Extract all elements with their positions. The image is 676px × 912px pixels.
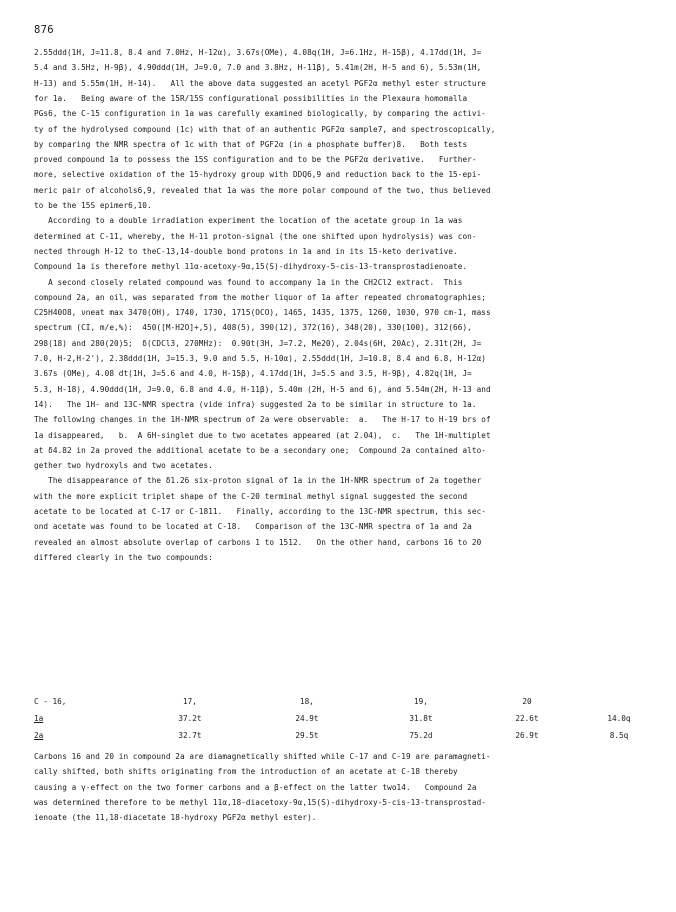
text-line: to be the 15S epimer6,10.	[34, 201, 152, 210]
text-line: Compound 1a is therefore methyl 11α-acetoxy-9α,15(S)-dihydroxy-5-cis-13-transprostadienoate.	[34, 262, 468, 272]
text-line: Carbons 16 and 20 in compound 2a are diamagnetically shifted while C-17 and C-19 are paramagneti-	[34, 752, 491, 761]
text-line: A second closely related compound was found to accompany 1a in the CH2Cl2 extract. This	[34, 277, 463, 287]
table-header-cell: 17,	[183, 697, 197, 706]
text-line: nected through H-12 to theC-13,14-double bond protons in 1a and in its 15-keto derivative.	[34, 246, 458, 256]
table-header-cell: 20	[522, 697, 532, 706]
text-line: by comparing the NMR spectra of 1c with that of PGF2α (in a phosphate buffer)8. Both tests	[34, 139, 468, 149]
text-line: 5.3, H-18), 4.90ddd(1H, J=9.0, 6.8 and 4.0, H-11β), 5.40m (2H, H-5 and 6), and 5.54m(2H, H-13 and	[34, 384, 491, 394]
page-number: 876	[34, 24, 54, 36]
table-cell: 26.9t	[515, 731, 539, 740]
compound-label: 1a	[34, 714, 44, 723]
carbon-shift-table	[34, 693, 662, 744]
table-header-row	[34, 693, 662, 710]
table-header-cell: 18,	[300, 697, 314, 706]
text-line: 14). The 1H- and 13C-NMR spectra (vide infra) suggested 2a to be similar in structure to 1a.	[34, 399, 477, 409]
text-line: compound 2a, an oil, was separated from the mother liquor of 1a after repeated chromatographies;	[34, 292, 486, 302]
table-cell: 8.5q	[609, 731, 629, 740]
text-line: determined at C-11, whereby, the H-11 proton-signal (the one shifted upon hydrolysis) was con-	[34, 231, 477, 241]
text-line: revealed an almost absolute overlap of carbons 1 to 1512. On the other hand, carbons 16 to 20	[34, 537, 482, 547]
text-line: PGs6, the C-15 configuration in 1a was carefully examined biologically, by comparing the activi-	[34, 109, 486, 119]
text-line: 298(18) and 280(20)5; δ(CDCl3, 270MHz): 0.90t(3H, J=7.2, Me20), 2.04s(6H, 20Ac), 2.31t(2H, J=	[34, 338, 482, 348]
table-cell: 14.0q	[607, 714, 631, 723]
table-cell: 31.8t	[409, 714, 433, 723]
compound-label: 2a	[34, 731, 44, 740]
text-line: with the more explicit triplet shape of the C-20 terminal methyl signal suggested the second	[34, 491, 468, 501]
text-line: 1a disappeared, b. A 6H-singlet due to two acetates appeared (at 2.04), c. The 1H-multiplet	[34, 430, 491, 440]
text-line: 5.4 and 3.5Hz, H-9β), 4.90ddd(1H, J=9.0, 7.0 and 3.8Hz, H-11β), 5.41m(2H, H-5 and 6), 5.53m(1H,	[34, 63, 482, 73]
table-cell: 22.6t	[515, 714, 539, 723]
table-cell: 75.2d	[409, 731, 433, 740]
text-line: H-13) and 5.55m(1H, H-14). All the above data suggested an acetyl PGF2α methyl ester structure	[34, 78, 486, 88]
table-cell: 24.9t	[295, 714, 319, 723]
text-line: causing a γ-effect on the two former carbons and a β-effect on the latter two14. Compound 2a	[34, 782, 477, 792]
text-line: The following changes in the 1H-NMR spectrum of 2a were observable: a. The H-17 to H-19 brs of	[34, 415, 491, 425]
text-line: spectrum (CI, m/e,%): 450([M-H2O]+,5), 408(5), 390(12), 372(16), 348(20), 330(100), 312(66),	[34, 323, 472, 333]
table-header-cell: C - 16,	[34, 697, 67, 706]
text-line: more, selective oxidation of the 15-hydroxy group with DDQ6,9 and reduction back to the 15-epi-	[34, 170, 482, 180]
text-line: C25H40O8, νneat max 3470(OH), 1740, 1730, 1715(OCO), 1465, 1435, 1375, 1260, 1030, 970 cm-1, mass	[34, 308, 491, 318]
text-line: differed clearly in the two compounds:	[34, 552, 213, 562]
text-line: acetate to be located at C-17 or C-1811. Finally, according to the 13C-NMR spectrum, this sec-	[34, 507, 486, 516]
table-cell: 32.7t	[178, 731, 202, 740]
text-line: According to a double irradiation experiment the location of the acetate group in 1a was	[34, 216, 463, 226]
table-cell: 29.5t	[295, 731, 319, 740]
text-line: was determined therefore to be methyl 11α,18-diacetoxy-9α,15(S)-dihydroxy-5-cis-13-transprostad-	[34, 797, 486, 807]
text-line: at δ4.82 in 2a proved the additional acetate to be a secondary one; Compound 2a contained alto-	[34, 445, 486, 455]
text-line: gether two hydroxyls and two acetates.	[34, 461, 213, 471]
text-line: ienoate (the 11,18-diacetate 18-hydroxy PGF2α methyl ester).	[34, 813, 317, 823]
table-row	[34, 710, 662, 727]
table-header-cell: 19,	[414, 697, 428, 706]
text-line: cally shifted, both shifts originating from the introduction of an acetate at C-18 thereby	[34, 767, 458, 777]
text-line: 3.67s (OMe), 4.08 dt(1H, J=5.6 and 4.0, H-15β), 4.17dd(1H, J=5.5 and 3.5, H-9β), 4.82q(1H, J=	[34, 369, 472, 379]
text-line: meric pair of alcohols6,9, revealed that 1a was the more polar compound of the two, thus believed	[34, 185, 491, 195]
text-line: ty of the hydrolysed compound (1c) with that of an authentic PGF2α sample7, and spectroscopically,	[34, 124, 496, 134]
text-line: proved compound 1a to possess the 15S configuration and to be the PGF2α derivative. Further-	[34, 155, 477, 165]
text-line: The disappearance of the δ1.26 six-proton signal of 1a in the 1H-NMR spectrum of 2a together	[34, 476, 482, 486]
text-line: ond acetate was found to be located at C-18. Comparison of the 13C-NMR spectra of 1a and 2a	[34, 522, 472, 532]
table-row	[34, 727, 662, 744]
table-cell: 37.2t	[178, 714, 202, 723]
text-line: 2.55ddd(1H, J=11.8, 8.4 and 7.0Hz, H-12α), 3.67s(OMe), 4.08q(1H, J=6.1Hz, H-15β), 4.17dd(1H, J=	[34, 48, 482, 57]
text-line: for 1a. Being aware of the 15R/15S configurational possibilities in the Plexaura homomalla	[34, 93, 468, 103]
text-line: 7.0, H-2,H-2'), 2.38ddd(1H, J=15.3, 9.0 and 5.5, H-10α), 2.55ddd(1H, J=10.8, 8.4 and 6.8, H-12α)	[34, 354, 486, 363]
